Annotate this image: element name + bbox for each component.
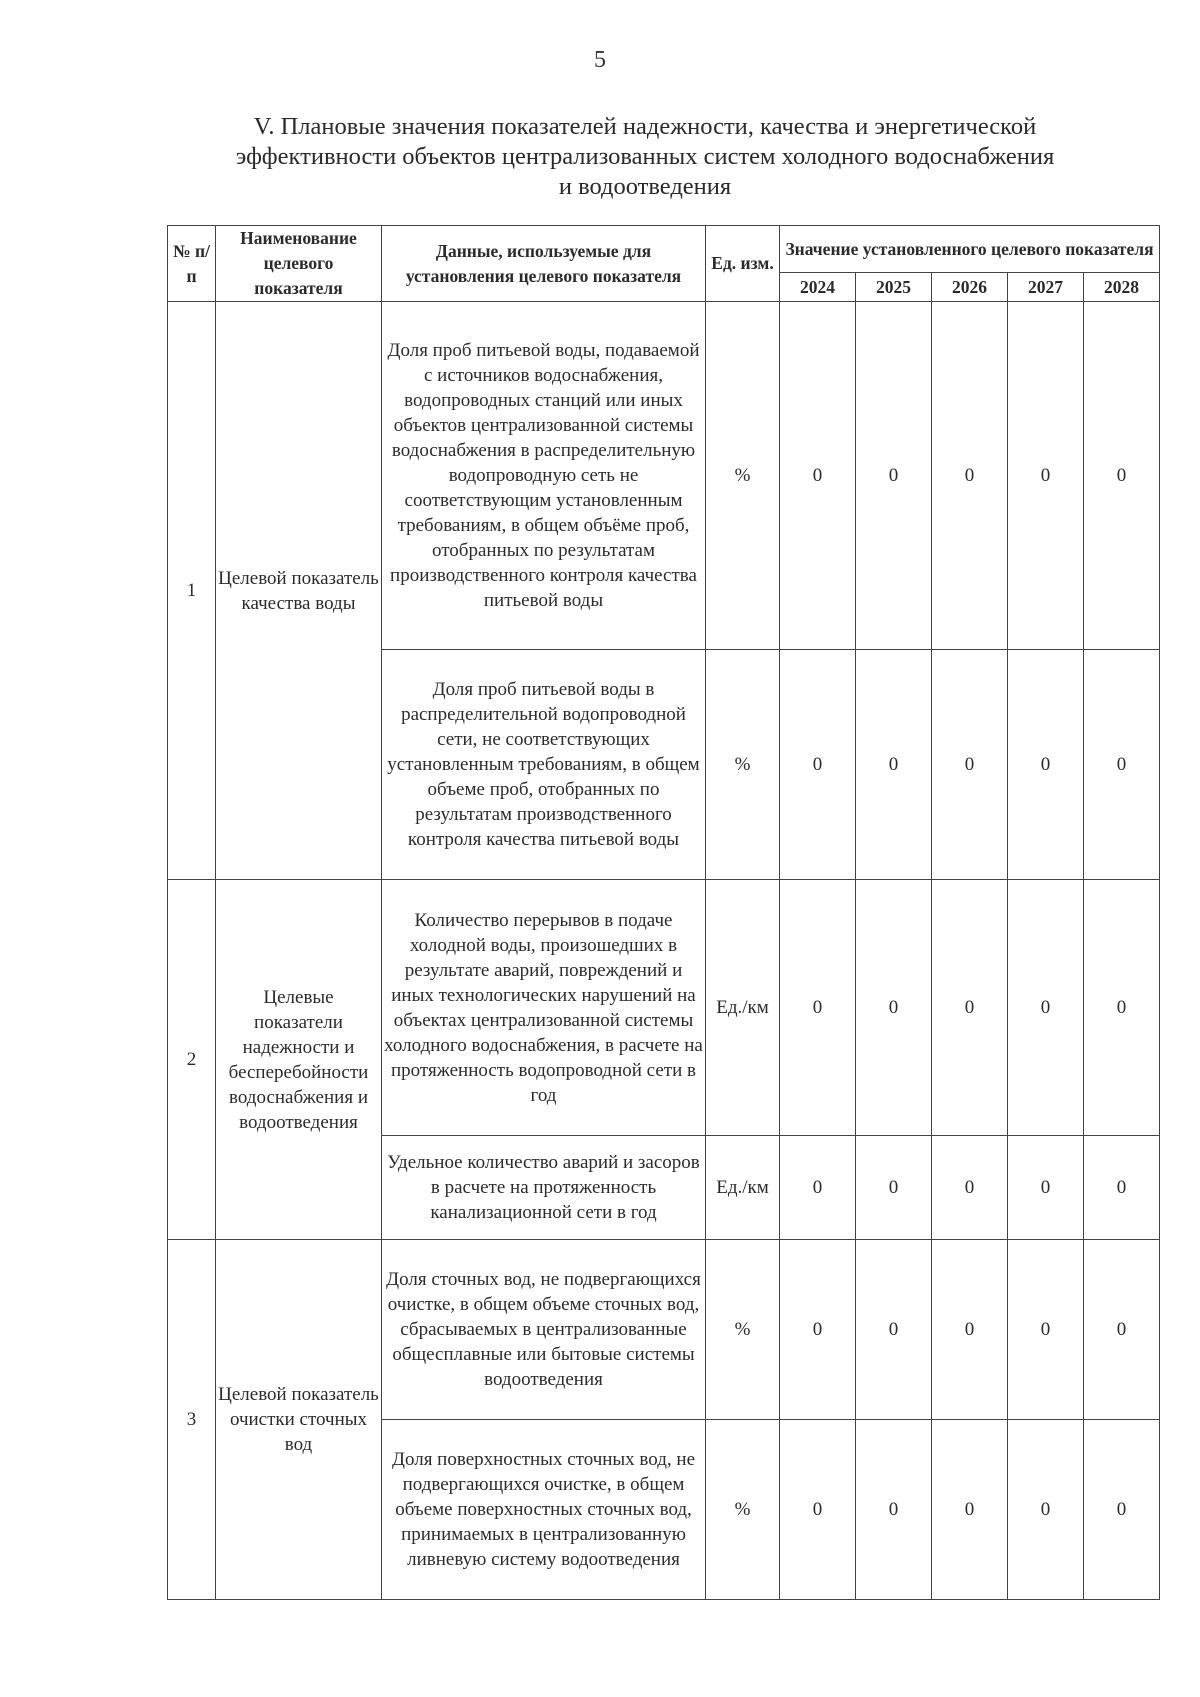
value-cell: 0 bbox=[856, 880, 932, 1136]
unit-cell: % bbox=[706, 1240, 780, 1420]
value-cell: 0 bbox=[780, 650, 856, 880]
value-cell: 0 bbox=[1008, 1240, 1084, 1420]
value-cell: 0 bbox=[780, 1136, 856, 1240]
header-year: 2026 bbox=[932, 273, 1008, 302]
indicator-data: Доля поверхностных сточных вод, не подвергающихся очистке, в общем объеме поверхностных сточных вод, принимаемых в централизованную ливневую систему водоотведения bbox=[382, 1420, 706, 1600]
indicator-data: Удельное количество аварий и засоров в расчете на протяженность канализационной сети в год bbox=[382, 1136, 706, 1240]
value-cell: 0 bbox=[1084, 650, 1160, 880]
indicator-data: Доля проб питьевой воды, подаваемой с источников водоснабжения, водопроводных станций или иных объектов централизованной системы водоснабжения в распределительную водопроводную сеть не соответствующим установленным требованиям, в общем объёме проб, отобранных по результатам производственного контроля качества питьевой воды bbox=[382, 302, 706, 650]
value-cell: 0 bbox=[1008, 1136, 1084, 1240]
unit-cell: Ед./км bbox=[706, 880, 780, 1136]
value-cell: 0 bbox=[780, 880, 856, 1136]
value-cell: 0 bbox=[856, 650, 932, 880]
title-line: V. Плановые значения показателей надежности, качества и энергетической bbox=[253, 113, 1037, 140]
value-cell: 0 bbox=[1008, 1420, 1084, 1600]
title-line: и водоотведения bbox=[558, 173, 732, 200]
value-cell: 0 bbox=[1008, 650, 1084, 880]
header-year: 2027 bbox=[1008, 273, 1084, 302]
indicator-name: Целевой показатель качества воды bbox=[216, 302, 382, 880]
value-cell: 0 bbox=[932, 880, 1008, 1136]
header-year: 2024 bbox=[780, 273, 856, 302]
header-unit: Ед. изм. bbox=[706, 226, 780, 302]
header-num: № п/п bbox=[168, 226, 216, 302]
value-cell: 0 bbox=[780, 1240, 856, 1420]
value-cell: 0 bbox=[1084, 1420, 1160, 1600]
row-number: 1 bbox=[168, 302, 216, 880]
value-cell: 0 bbox=[932, 1240, 1008, 1420]
value-cell: 0 bbox=[1084, 1136, 1160, 1240]
title-line: эффективности объектов централизованных систем холодного водоснабжения bbox=[235, 143, 1055, 170]
table-row bbox=[168, 880, 1160, 1136]
unit-cell: Ед./км bbox=[706, 1136, 780, 1240]
page-number: 5 bbox=[594, 47, 606, 73]
row-number: 3 bbox=[168, 1240, 216, 1600]
header-data: Данные, используемые для установления целевого показателя bbox=[382, 226, 706, 302]
header-value: Значение установленного целевого показателя bbox=[780, 226, 1160, 273]
value-cell: 0 bbox=[856, 1240, 932, 1420]
row-number: 2 bbox=[168, 880, 216, 1240]
value-cell: 0 bbox=[932, 1136, 1008, 1240]
unit-cell: % bbox=[706, 302, 780, 650]
value-cell: 0 bbox=[780, 1420, 856, 1600]
indicator-data: Количество перерывов в подаче холодной воды, произошедших в результате аварий, повреждений и иных технологических нарушений на объектах централизованной системы холодного водоснабжения, в расчете на протяженность водопроводной сети в год bbox=[382, 880, 706, 1136]
header-year: 2025 bbox=[856, 273, 932, 302]
section-title bbox=[120, 112, 1170, 202]
table-row bbox=[168, 302, 1160, 650]
table-row bbox=[168, 1240, 1160, 1420]
header-row bbox=[168, 226, 1160, 273]
indicators-table bbox=[167, 225, 1160, 1600]
value-cell: 0 bbox=[1008, 880, 1084, 1136]
unit-cell: % bbox=[706, 650, 780, 880]
value-cell: 0 bbox=[856, 1420, 932, 1600]
indicator-data: Доля сточных вод, не подвергающихся очистке, в общем объеме сточных вод, сбрасываемых в централизованные общесплавные или бытовые системы водоотведения bbox=[382, 1240, 706, 1420]
value-cell: 0 bbox=[856, 1136, 932, 1240]
indicator-name: Целевые показатели надежности и бесперебойности водоснабжения и водоотведения bbox=[216, 880, 382, 1240]
value-cell: 0 bbox=[1084, 880, 1160, 1136]
indicator-data: Доля проб питьевой воды в распределительной водопроводной сети, не соответствующих установленным требованиям, в общем объеме проб, отобранных по результатам производственного контроля качества питьевой воды bbox=[382, 650, 706, 880]
value-cell: 0 bbox=[1084, 1240, 1160, 1420]
value-cell: 0 bbox=[780, 302, 856, 650]
value-cell: 0 bbox=[856, 302, 932, 650]
header-name: Наименование целевого показателя bbox=[216, 226, 382, 302]
value-cell: 0 bbox=[1084, 302, 1160, 650]
value-cell: 0 bbox=[932, 650, 1008, 880]
unit-cell: % bbox=[706, 1420, 780, 1600]
value-cell: 0 bbox=[932, 1420, 1008, 1600]
header-year: 2028 bbox=[1084, 273, 1160, 302]
indicator-name: Целевой показатель очистки сточных вод bbox=[216, 1240, 382, 1600]
value-cell: 0 bbox=[1008, 302, 1084, 650]
value-cell: 0 bbox=[932, 302, 1008, 650]
